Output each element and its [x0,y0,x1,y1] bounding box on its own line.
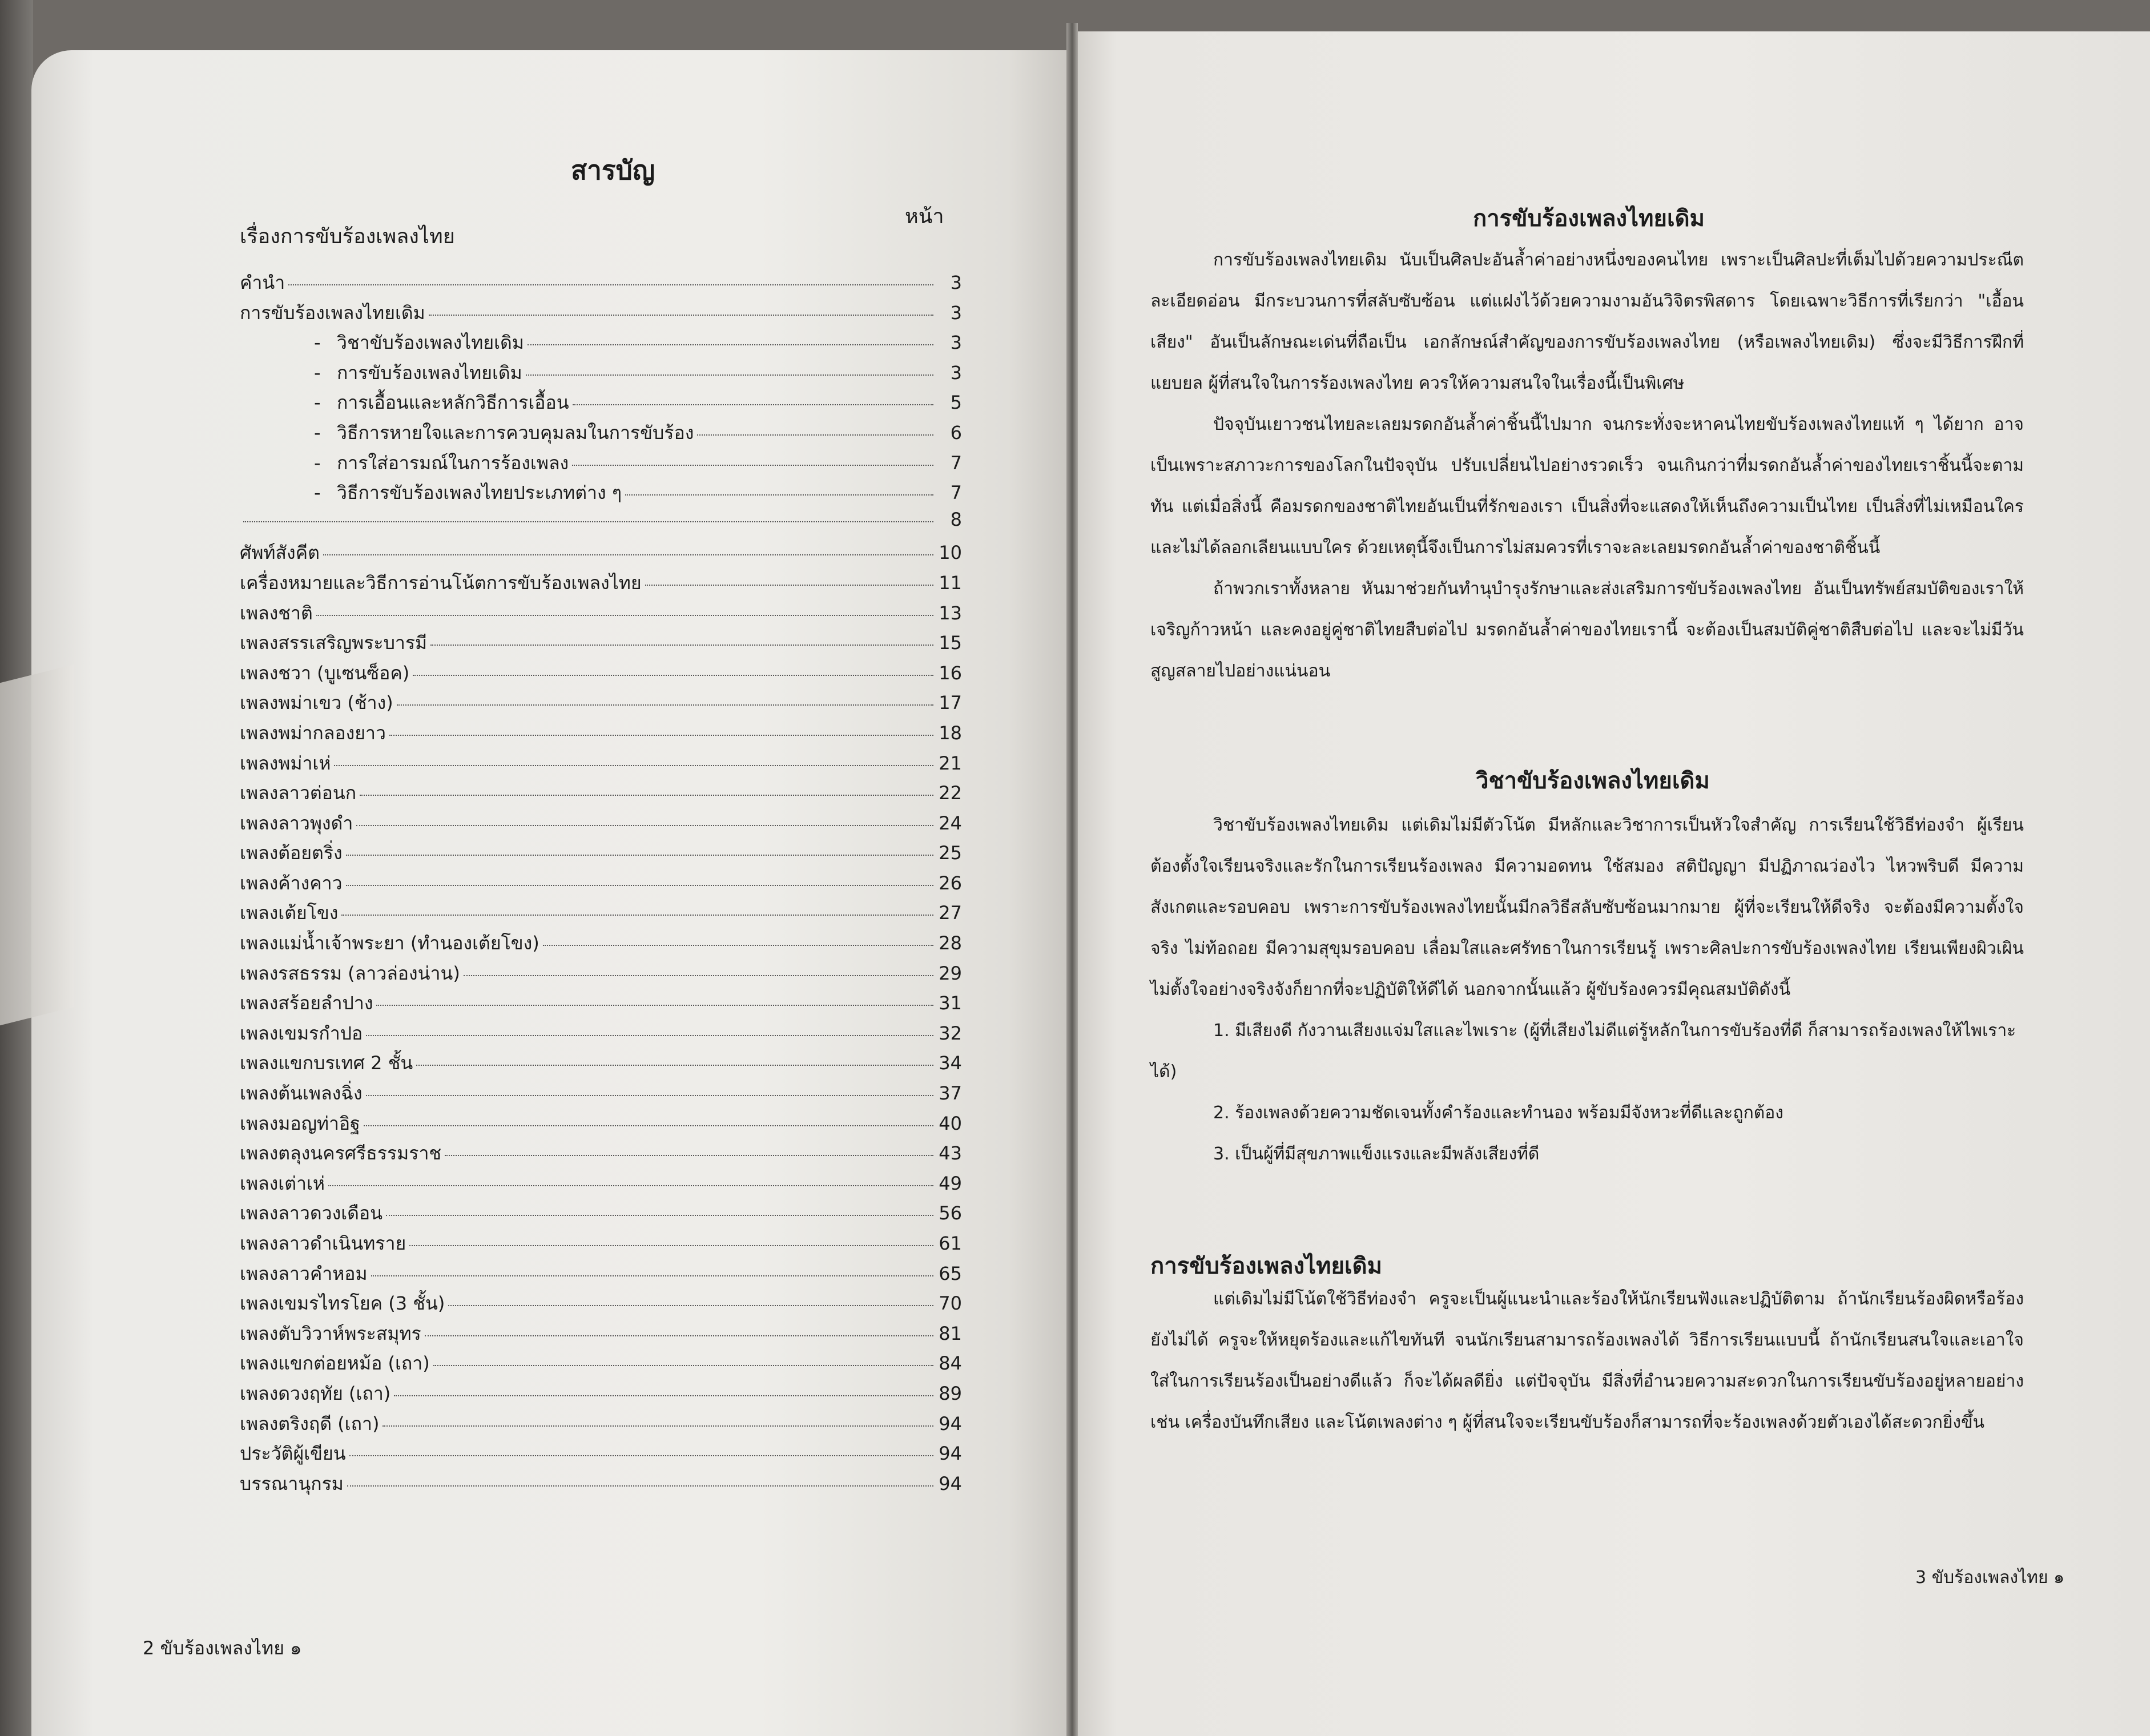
toc-leader-dots [572,465,933,466]
toc-entry [240,1349,962,1379]
toc-leader-dots [416,1065,933,1066]
toc-leader-dots [386,1215,933,1216]
toc-entry-label: เพลงลาวดำเนินทราย [240,1232,406,1254]
toc-leader-dots [625,494,933,496]
toc-entry [240,1409,962,1440]
toc-entry [240,328,962,359]
toc-entry [240,1049,962,1079]
toc-leader-dots [543,945,933,946]
toc-entry-page: 18 [939,722,962,744]
toc-entry-label: เพลงพม่าเห่ [240,752,331,774]
toc-leader-dots [323,554,933,555]
toc-entry [240,388,962,418]
toc-entry [240,809,962,839]
toc-entry-page: 6 [950,421,962,444]
toc-entry-label: เพลงลาวต่อนก [240,782,357,804]
toc-leader-dots [448,1305,933,1306]
toc-entry-label: เพลงพม่าเขว (ช้าง) [240,692,393,714]
toc-entry-page: 10 [939,542,962,564]
toc-entry-page: 11 [939,571,962,594]
toc-entry-label: ประวัติผู้เขียน [240,1443,346,1465]
toc-entry [240,299,962,329]
toc-entry-page: 94 [939,1443,962,1465]
toc-entry-label: เพลงลาวคำหอม [240,1262,368,1284]
toc-entry-page: 13 [939,602,962,624]
toc-entry-page: 32 [939,1022,962,1044]
toc-entry-label: บรรณานุกรม [240,1472,344,1495]
toc-entry-page: 22 [939,782,962,804]
toc-entry [240,989,962,1019]
toc-entry-page: 24 [939,812,962,834]
toc-entry-label: การขับร้องเพลงไทยเดิม [337,361,522,384]
toc-entry [240,839,962,869]
paragraph-intro-1: การขับร้องเพลงไทยเดิม นับเป็นศิลปะอันล้ำค่าอย่างหนึ่งของคนไทย เพราะเป็นศิลปะที่เต็มไปด้วยความประณีตละเอียดอ่อน มีกระบวนการที่สลับซับซ้อน แต่แฝงไว้ด้วยความงามอันวิจิตรพิสดาร โดยเฉพาะวิธีการที่เรียกว่า "เอื้อนเสียง" อันเป็นลักษณะเด่นที่ถือเป็น เอกลักษณ์สำคัญของการขับร้องเพลงไทย (หรือเพลงไทยเดิม) ซึ่งจะมีวิธีการฝึกที่แยบยล ผู้ที่สนใจในการร้องเพลงไทย ควรให้ความสนใจในเรื่องนี้เป็นพิเศษ [1150,250,2024,393]
toc-entry [240,719,962,749]
toc-entry-page: 94 [939,1472,962,1495]
toc-leader-dots [389,735,933,736]
toc-entry-page: 8 [950,508,962,530]
toc-leader-dots [346,885,933,886]
toc-entry-page: 43 [939,1142,962,1165]
toc-entry [240,749,962,779]
qualification-list [1150,1010,2024,1175]
toc-entry [240,1289,962,1319]
toc-entry-label: การขับร้องเพลงไทยเดิม [240,301,425,324]
toc-leader-dots [346,855,933,856]
toc-entry [240,1319,962,1350]
toc-bullet: - [314,482,321,504]
toc-entry [240,1439,962,1469]
section-heading-method: การขับร้องเพลงไทยเดิม [1150,1253,1382,1279]
toc-entry [240,449,962,479]
toc-entry-page: 29 [939,962,962,984]
toc-entry-page: 17 [939,692,962,714]
toc-entry [240,1199,962,1229]
method-block [1150,1279,2024,1443]
toc-leader-dots [413,675,933,676]
toc-entry-label: การเอื้อนและหลักวิธีการเอื้อน [337,392,569,414]
toc-leader-dots [243,521,933,522]
toc-leader-dots [573,404,933,405]
toc-entry-page: 3 [950,272,962,293]
toc-leader-dots [430,645,933,646]
toc-entry-page: 94 [939,1412,962,1435]
toc-entry-label: เพลงแขกบรเทศ 2 ชั้น [240,1052,413,1074]
toc-entry [240,509,962,539]
toc-entry-label: เพลงรสธรรม (ลาวล่องน่าน) [240,962,460,984]
toc-entry [240,659,962,689]
toc-entry-label: เพลงเขมรไทรโยค (3 ชั้น) [240,1292,445,1315]
section-heading-main: การขับร้องเพลงไทยเดิม [1473,206,1705,232]
toc-entry-label: วิชาขับร้องเพลงไทยเดิม [337,332,524,354]
paragraph-method: แต่เดิมไม่มีโน้ตใช้วิธีท่องจำ ครูจะเป็นผู้แนะนำและร้องให้นักเรียนฟังและปฏิบัติตาม ถ้านักเรียนร้องผิดหรือร้องยังไม่ได้ ครูจะให้หยุดร้องและแก้ไขทันที จนนักเรียนสามารถร้องเพลงได้ วิธีการเรียนแบบนี้ ถ้านักเรียนสนใจและเอาใจใส่ในการเรียนร้องเป็นอย่างดีแล้ว ก็จะได้ผลดียิ่ง แต่ปัจจุบัน มีสิ่งที่อำนวยความสะดวกในการเรียนขับร้องอยู่หลายอย่างเช่น เครื่องบันทึกเสียง และโน้ตเพลงต่าง ๆ ผู้ที่สนใจจะเรียนขับร้องก็สามารถที่จะร้องเพลงด้วยตัวเองได้สะดวกยิ่งขึ้น [1150,1289,2024,1432]
toc-entry-label: เพลงแขกต่อยหม้อ (เถา) [240,1352,430,1375]
toc-leader-dots [356,825,933,826]
toc-leader-dots [394,1395,933,1396]
toc-entry-page: 37 [939,1082,962,1105]
toc-entry-label: เพลงชวา (บูเซนซ็อค) [240,662,410,684]
toc-entry [240,929,962,959]
toc-entry [240,1259,962,1290]
toc-entry-label: เพลงมอญท่าอิฐ [240,1112,360,1134]
toc-leader-dots [528,344,933,345]
toc-entry-label: เพลงเขมรกำปอ [240,1022,363,1044]
toc-bullet: - [314,452,321,474]
toc-entry-label: เพลงตับวิวาห์พระสมุทร [240,1322,421,1344]
toc-entry [240,478,962,509]
toc-entry [240,359,962,389]
toc-leader-dots [376,1005,933,1006]
toc-entry-label: เพลงพม่ากลองยาว [240,722,386,744]
toc-leader-dots [341,915,933,916]
toc-entry-page: 84 [939,1352,962,1375]
toc-entry [240,629,962,659]
toc-bullet: - [314,332,321,354]
list-item: 3. เป็นผู้ที่มีสุขภาพแข็งแรงและมีพลังเสียงที่ดี [1213,1144,1540,1164]
toc-leader-dots [328,1185,933,1186]
toc-entry-page: 81 [939,1322,962,1344]
book-gutter [1066,23,1078,1736]
intro-block [1150,240,2024,692]
toc-leader-dots [383,1425,933,1427]
toc-entry [240,959,962,989]
toc-leader-dots [429,315,933,316]
toc-entry-page: 16 [939,662,962,684]
toc-entry [240,569,962,599]
toc-entry [240,688,962,719]
paper-scrap [0,664,74,1025]
toc-entry [240,1169,962,1199]
subject-block [1150,805,2024,1175]
toc-list [240,268,962,1499]
toc-leader-dots [366,1035,933,1036]
toc-leader-dots [288,284,933,285]
section-heading-subject: วิชาขับร้องเพลงไทยเดิม [1476,768,1710,794]
right-page-footer: 3 ขับร้องเพลงไทย ๑ [1915,1568,2065,1588]
toc-entry-page: 56 [939,1202,962,1225]
left-page-footer: 2 ขับร้องเพลงไทย ๑ [143,1637,302,1659]
paragraph-subject: วิชาขับร้องเพลงไทยเดิม แต่เดิมไม่มีตัวโน้ต มีหลักและวิชาการเป็นหัวใจสำคัญ การเรียนใช้วิธีท่องจำ ผู้เรียนต้องตั้งใจเรียนจริงและรักในการเรียนร้องเพลง มีความอดทน ใช้สมอง สติปัญญา มีปฏิภาณว่องไว ไหวพริบดี มีความสังเกตและรอบคอบ เพราะการขับร้องเพลงไทยนั้นมีกลวิธีสลับซับซ้อนมากมาย ผู้ที่จะเรียนให้ดีจริง จะต้องมีความตั้งใจจริง ไม่ท้อถอย มีความสุขุมรอบคอบ เลื่อมใสและศรัทธาในการเรียนรู้ เพราะศิลปะการขับร้องเพลงไทย เรียนเพียงผิวเผินไม่ตั้งใจอย่างจริงจังก็ยากที่จะปฏิบัติให้ดีได้ นอกจากนั้นแล้ว ผู้ขับร้องควรมีคุณสมบัติดังนี้ [1150,815,2024,1000]
toc-leader-dots [445,1155,933,1156]
toc-entry-label: เพลงเต่าเห่ [240,1172,325,1194]
paragraph-intro-3: ถ้าพวกเราทั้งหลาย หันมาช่วยกันทำนุบำรุงรักษาและส่งเสริมการขับร้องเพลงไทย อันเป็นทรัพย์สมบัติของเราให้เจริญก้าวหน้า และคงอยู่คู่ชาติไทยสืบต่อไป มรดกอันล้ำค่าของไทยเรานี้ จะต้องเป็นสมบัติคู่ชาติสืบต่อไป และจะไม่มีวันสูญสลายไปอย่างแน่นอน [1150,579,2024,681]
toc-leader-dots [347,1485,933,1487]
toc-entry-label: วิธีการขับร้องเพลงไทยประเภทต่าง ๆ [337,482,622,504]
toc-leader-dots [360,795,933,796]
toc-entry-page: 34 [939,1052,962,1074]
toc-entry-page: 5 [950,392,962,414]
toc-entry-label: เพลงลาวพุงดำ [240,812,353,834]
toc-entry-page: 26 [939,872,962,894]
toc-entry-label: คำนำ [240,272,285,293]
toc-entry-label: เพลงสรรเสริญพระบารมี [240,632,428,654]
toc-entry [240,1229,962,1259]
toc-entry-label: เพลงลาวดวงเดือน [240,1202,383,1225]
toc-entry-page: 28 [939,932,962,954]
toc-entry-page: 70 [939,1292,962,1315]
toc-entry-label: เพลงต้นเพลงฉิ่ง [240,1082,363,1105]
toc-leader-dots [397,704,933,706]
toc-entry-label: เพลงค้างคาว [240,872,343,894]
toc-entry-label: เพลงดวงฤทัย (เถา) [240,1382,391,1404]
toc-leader-dots [409,1245,933,1246]
toc-entry-page: 15 [939,632,962,654]
toc-entry [240,268,962,299]
toc-entry [240,1079,962,1109]
toc-entry-page: 3 [950,301,962,324]
toc-entry-page: 7 [950,482,962,504]
toc-entry [240,869,962,899]
toc-entry-label: เพลงต้อยตริ่ง [240,842,343,864]
toc-entry-page: 25 [939,842,962,864]
toc-leader-dots [425,1335,933,1336]
toc-bullet: - [314,421,321,444]
toc-entry-label: เพลงแม่น้ำเจ้าพระยา (ทำนองเต้ยโขง) [240,932,539,954]
list-item: 2. ร้องเพลงด้วยความชัดเจนทั้งคำร้องและทำนอง พร้อมมีจังหวะที่ดีและถูกต้อง [1213,1103,1783,1123]
toc-entry [240,779,962,809]
list-item: 1. มีเสียงดี กังวานเสียงแจ่มใสและไพเราะ (ผู้ที่เสียงไม่ดีแต่รู้หลักในการขับร้องที่ดี ก็สามารถร้องเพลงให้ไพเราะได้) [1150,1021,2016,1082]
toc-entry-page: 61 [939,1232,962,1254]
toc-entry-label: ศัพท์สังคีต [240,542,320,564]
paragraph-intro-2: ปัจจุบันเยาวชนไทยละเลยมรดกอันล้ำค่าชิ้นนี้ไปมาก จนกระทั่งจะหาคนไทยขับร้องเพลงไทยแท้ ๆ ได้ยาก อาจเป็นเพราะสภาวะการของโลกในปัจจุบัน ปรับเปลี่ยนไปอย่างรวดเร็ว จนเกินกว่าที่มรดกอันล้ำค่าของไทยเราชิ้นนี้จะตามทัน แต่เมื่อสิ่งนี้ คือมรดกของชาติไทยอันเป็นที่รักของเรา เป็นสิ่งที่จะแสดงให้เห็นถึงความเป็นไทย เป็นสิ่งที่ไม่เหมือนใครและไม่ได้ลอกเลียนแบบใคร ด้วยเหตุนี้จึงเป็นการไม่สมควรที่เราจะละเลยมรดกอันล้ำค่าของชาติชิ้นนี้ [1150,414,2024,558]
toc-leader-dots [697,434,933,436]
toc-entry-page: 40 [939,1112,962,1134]
toc-entry-page: 49 [939,1172,962,1194]
toc-entry-page: 21 [939,752,962,774]
toc-entry [240,1139,962,1169]
toc-leader-dots [371,1275,933,1276]
toc-leader-dots [334,765,933,766]
toc-entry-page: 27 [939,902,962,924]
toc-page-column-label: หน้า [905,205,944,228]
toc-leader-dots [364,1125,933,1126]
toc-leader-dots [349,1455,933,1456]
toc-leader-dots [645,585,933,586]
toc-bullet: - [314,392,321,414]
toc-entry-label: การใส่อารมณ์ในการร้องเพลง [337,452,569,474]
toc-entry [240,1469,962,1500]
toc-leader-dots [366,1095,933,1096]
toc-entry-page: 3 [950,361,962,384]
toc-entry [240,418,962,449]
toc-entry-page: 89 [939,1382,962,1404]
toc-entry [240,899,962,929]
toc-entry-label: เพลงสร้อยลำปาง [240,992,373,1014]
toc-entry [240,538,962,569]
toc-entry [240,1379,962,1409]
toc-entry [240,599,962,629]
toc-entry-page: 7 [950,452,962,474]
toc-entry-label: เพลงตลุงนครศรีธรรมราช [240,1142,442,1165]
toc-leader-dots [464,975,933,976]
toc-title: สารบัญ [571,155,655,186]
toc-subject: เรื่องการขับร้องเพลงไทย [240,225,455,248]
toc-entry-page: 3 [950,332,962,354]
toc-entry-label: เพลงตริงฤดี (เถา) [240,1412,380,1435]
toc-leader-dots [316,615,933,616]
toc-entry-label: วิธีการหายใจและการควบคุมลมในการขับร้อง [337,421,694,444]
toc-entry-label: เครื่องหมายและวิธีการอ่านโน้ตการขับร้องเพลงไทย [240,571,642,594]
toc-leader-dots [526,374,933,376]
toc-entry-label: เพลงชาติ [240,602,313,624]
toc-bullet: - [314,361,321,384]
toc-entry-page: 31 [939,992,962,1014]
toc-entry [240,1019,962,1049]
toc-entry [240,1109,962,1139]
toc-entry-label: เพลงเต้ยโขง [240,902,339,924]
toc-entry-page: 65 [939,1262,962,1284]
toc-leader-dots [433,1365,933,1366]
